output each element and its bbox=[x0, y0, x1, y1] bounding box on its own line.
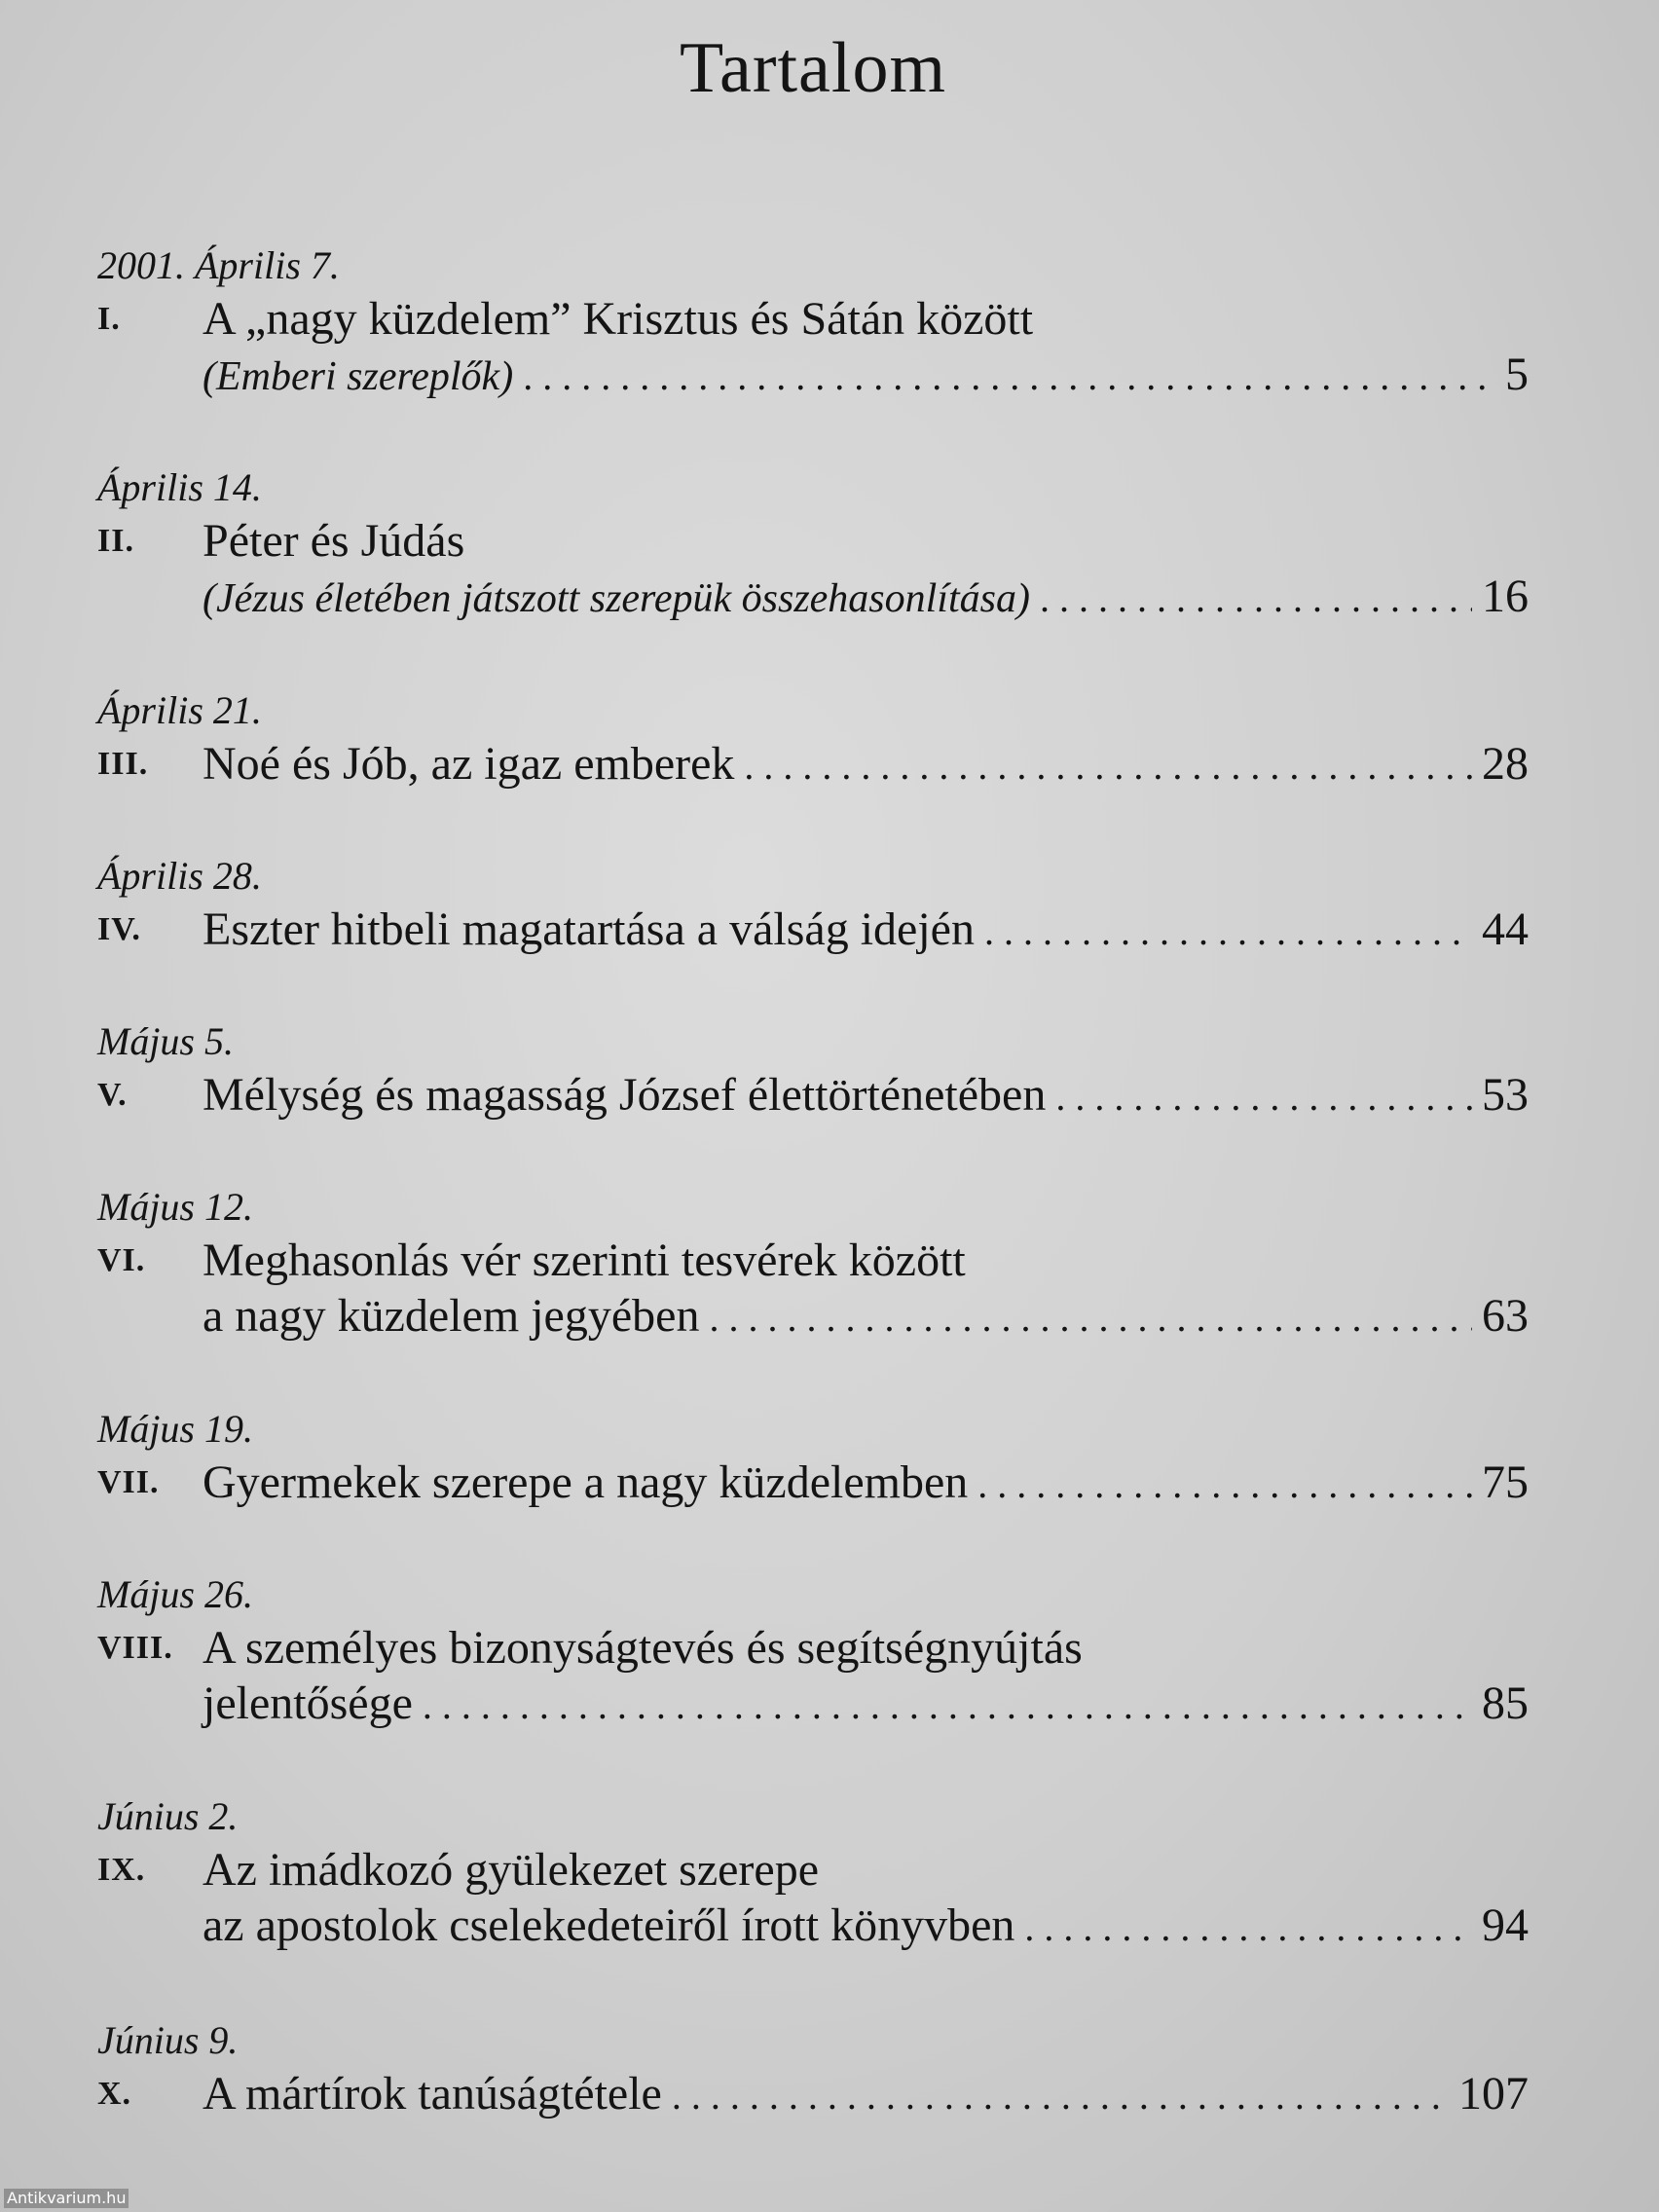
entry-leader-row bbox=[97, 902, 1529, 957]
watermark: Antikvarium.hu bbox=[4, 2189, 129, 2208]
entry-page-number: 94 bbox=[1482, 1899, 1529, 1951]
entry-page-number: 16 bbox=[1482, 571, 1529, 622]
entry-leader-row bbox=[97, 2066, 1529, 2121]
entry-number: VI. bbox=[97, 1242, 146, 1278]
entry-title: Eszter hitbeli magatartása a válság idején bbox=[203, 903, 975, 955]
entry-page-number: 75 bbox=[1482, 1456, 1529, 1508]
toc-entry bbox=[97, 851, 1529, 957]
dot-leader bbox=[977, 1456, 1472, 1512]
entry-title: A mártírok tanúságtétele bbox=[203, 2068, 662, 2120]
dot-leader bbox=[744, 738, 1472, 793]
toc-entry bbox=[97, 240, 1529, 402]
entry-title: Gyermekek szerepe a nagy küzdelemben bbox=[203, 1456, 969, 1508]
entry-title-continued: jelentősége bbox=[203, 1677, 413, 1729]
entry-leader-row bbox=[97, 347, 1529, 402]
entry-leader-row bbox=[97, 569, 1529, 624]
entry-date: 2001. Április 7. bbox=[97, 243, 340, 287]
entry-title-row bbox=[97, 1233, 1529, 1288]
entry-date: Április 21. bbox=[97, 688, 262, 732]
entry-page-number: 5 bbox=[1505, 349, 1529, 400]
dot-leader bbox=[672, 2068, 1449, 2123]
entry-number: VIII. bbox=[97, 1630, 173, 1666]
dot-leader bbox=[1055, 1069, 1472, 1124]
entry-number: IX. bbox=[97, 1852, 146, 1888]
dot-leader bbox=[1040, 571, 1472, 626]
toc-entry bbox=[97, 685, 1529, 792]
entry-date: Június 2. bbox=[97, 1794, 239, 1838]
entry-number: IV. bbox=[97, 911, 141, 947]
toc-entry bbox=[97, 1791, 1529, 1953]
entry-leader-row bbox=[97, 1455, 1529, 1510]
entry-title: Meghasonlás vér szerinti tesvérek között bbox=[203, 1235, 966, 1286]
toc-entry bbox=[97, 1404, 1529, 1510]
entry-title: Noé és Jób, az igaz emberek bbox=[203, 738, 735, 790]
entry-title-row bbox=[97, 291, 1529, 347]
entry-date: Május 19. bbox=[97, 1407, 253, 1451]
entry-number: II. bbox=[97, 523, 134, 559]
toc-entry bbox=[97, 2015, 1529, 2121]
toc-entry bbox=[97, 1182, 1529, 1344]
entry-page-number: 44 bbox=[1482, 903, 1529, 955]
toc-entry bbox=[97, 462, 1529, 624]
entry-title: A „nagy küzdelem” Krisztus és Sátán között bbox=[203, 293, 1034, 345]
entry-page-number: 107 bbox=[1458, 2068, 1529, 2120]
entry-title-row bbox=[97, 1620, 1529, 1676]
entry-title: Péter és Júdás bbox=[203, 515, 465, 567]
toc-entry bbox=[97, 1016, 1529, 1123]
entry-title-continued: az apostolok cselekedeteiről írott könyvben bbox=[203, 1899, 1015, 1951]
dot-leader bbox=[523, 349, 1495, 404]
entry-number: V. bbox=[97, 1077, 128, 1113]
entry-leader-row bbox=[97, 1676, 1529, 1731]
toc-entry bbox=[97, 1569, 1529, 1731]
entry-title-continued: a nagy küzdelem jegyében bbox=[203, 1290, 700, 1342]
entry-date: Május 12. bbox=[97, 1185, 253, 1229]
entry-leader-row bbox=[97, 1067, 1529, 1123]
dot-leader bbox=[709, 1290, 1472, 1346]
entry-title-row bbox=[97, 513, 1529, 569]
entry-subtitle: (Emberi szereplők) bbox=[203, 354, 514, 399]
dot-leader bbox=[423, 1677, 1472, 1733]
entry-date: Június 9. bbox=[97, 2018, 239, 2062]
entry-number: I. bbox=[97, 301, 121, 337]
entry-page-number: 28 bbox=[1482, 738, 1529, 790]
page-title: Tartalom bbox=[679, 28, 947, 108]
dot-leader bbox=[1024, 1899, 1472, 1955]
entry-number: III. bbox=[97, 746, 149, 782]
entry-leader-row bbox=[97, 1288, 1529, 1344]
entry-number: X. bbox=[97, 2076, 132, 2112]
dot-leader bbox=[984, 903, 1472, 959]
entry-title-row bbox=[97, 1842, 1529, 1898]
entry-page-number: 53 bbox=[1482, 1069, 1529, 1121]
entry-leader-row bbox=[97, 1898, 1529, 1953]
entry-date: Április 28. bbox=[97, 854, 262, 898]
entry-number: VII. bbox=[97, 1464, 160, 1500]
entry-date: Május 26. bbox=[97, 1572, 253, 1616]
entry-page-number: 63 bbox=[1482, 1290, 1529, 1342]
entry-leader-row bbox=[97, 736, 1529, 792]
entry-page-number: 85 bbox=[1482, 1677, 1529, 1729]
entry-title: Mélység és magasság József élettörténetében bbox=[203, 1069, 1047, 1121]
entry-date: Április 14. bbox=[97, 465, 262, 509]
entry-subtitle: (Jézus életében játszott szerepük összehasonlítása) bbox=[203, 576, 1030, 621]
entry-title: A személyes bizonyságtevés és segítségnyújtás bbox=[203, 1622, 1083, 1674]
entry-title: Az imádkozó gyülekezet szerepe bbox=[203, 1844, 820, 1896]
entry-date: Május 5. bbox=[97, 1019, 234, 1063]
